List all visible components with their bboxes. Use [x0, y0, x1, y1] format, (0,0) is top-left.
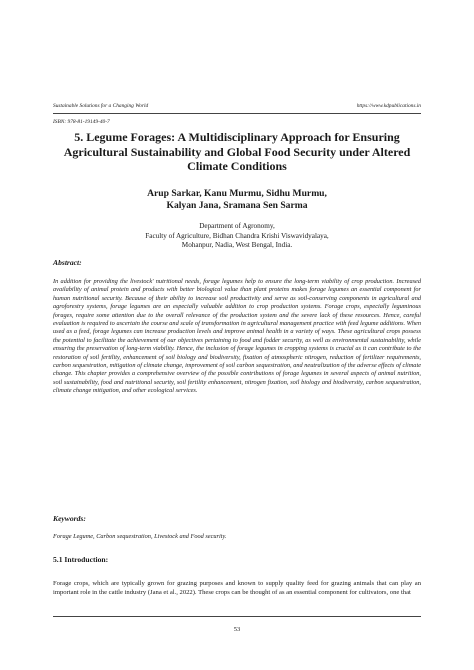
keywords-text: Forage Legume, Carbon sequestration, Livestock and Food security. — [53, 533, 227, 540]
header-rule — [53, 113, 421, 114]
header-book-title: Sustainable Solutions for a Changing World — [53, 103, 149, 109]
header-url[interactable]: https://www.kdpublications.in — [356, 103, 421, 109]
affiliation-line: Mohanpur, Nadia, West Bengal, India. — [181, 241, 293, 249]
intro-text: Forage crops, which are typically grown for grazing purposes and known to supply quality feed for grazing animals that can play an important role in the cattle industry (Jana et al., 2022). These crops can be thought of as an essential component for cultivators, one that — [53, 580, 421, 596]
abstract-heading: Abstract: — [53, 258, 82, 267]
affiliation-line: Faculty of Agriculture, Bidhan Chandra Krishi Viswavidyalaya, — [145, 231, 329, 240]
running-header — [53, 103, 421, 109]
abstract-text: In addition for providing the livestock' nutritional needs, forage legumes help to ensure the long-term viability of crop production. Increased availability of animal protein and products with better biological value than plant proteins makes forage legumes an essential component for human nutritional security. Because of their ability to increase soil productivity and serve as soil-conserving components in agricultural and agroforestry systems, forage legumes are an especially valuable addition to crop production systems. Forage crops, especially leguminous forages, require some attention due to the overall relevance of the production system and the severe lack of these resources. Hence, careful evaluation is required to ascertain the course and scale of transformation in agricultural management practice with feed legume additions. When used as a feed, forage legumes can increase production levels and improve animal health in a variety of ways. These agricultural crops possess the potential to facilitate the achievement of our objectives pertaining to food and fodder security, as well as environmental sustainability, while ensuring the preservation of long-term viability. Hence, the inclusion of forage legumes in cropping systems is crucial as it can contribute to the restoration of soil fertility, enhancement of soil biology and biodiversity, fixation of atmospheric nitrogen, reduction of fertilizer requirements, carbon sequestration, mitigation of climate change, improvement of soil carbon sequestration, and neutralization of the adverse effects of climate change. This chapter provides a comprehensive overview of the possible contributions of forage legumes in several aspects of animal nutrition, soil sustainability, food and nutritional security, soil fertility enhancement, nitrogen fixation, soil biology and biodiversity, carbon sequestration, climate change mitigation, and other ecological services. — [53, 278, 421, 395]
author-line: Arup Sarkar, Kanu Murmu, Sidhu Murmu, — [147, 188, 327, 199]
author-list — [60, 188, 414, 212]
page-number: 53 — [233, 626, 241, 633]
footer-rule — [53, 616, 421, 617]
keywords-heading: Keywords: — [53, 514, 86, 523]
author-line: Kalyan Jana, Sramana Sen Sarma — [166, 200, 308, 211]
isbn: ISBN: 978-81-19149-40-7 — [53, 119, 110, 125]
affiliation — [60, 222, 414, 251]
affiliation-line: Department of Agronomy, — [199, 222, 275, 230]
chapter-title: 5. Legume Forages: A Multidisciplinary Approach for Ensuring Agricultural Sustainability and Global Food Security under Altered Climate Conditions — [63, 130, 411, 173]
intro-heading: 5.1 Introduction: — [53, 555, 109, 564]
